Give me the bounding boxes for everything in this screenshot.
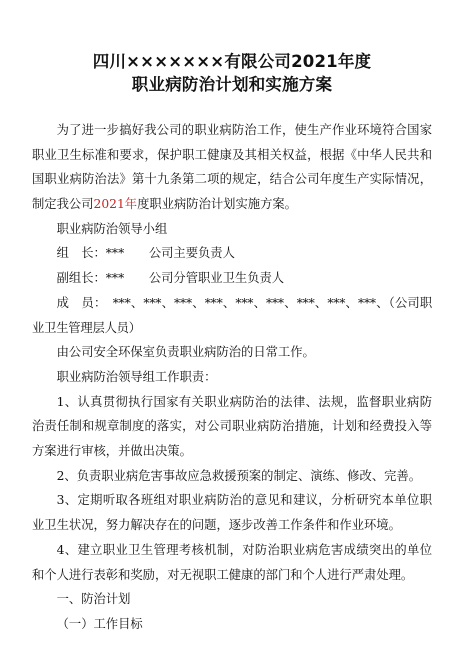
- office-note: 由公司安全环保室负责职业病防治的日常工作。: [56, 345, 315, 360]
- document-title-line1: 四川×××××××有限公司2021年度: [92, 52, 372, 71]
- duty-item: 1、认真贯彻执行国家有关职业病防治的法律、法规，监督职业病防治责任制和规章制度的落实，对公司职业病防治措施，计划和经费投入等方案进行审核，并做出决策。: [32, 394, 432, 459]
- group-deputy: 副组长：*** 公司分管职业卫生负责人: [56, 271, 285, 286]
- duty-item: 4、建立职业卫生管理考核机制，对防治职业病危害成绩突出的单位和个人进行表彰和奖励，对无视职工健康的部门和个人进行严肃处理。: [32, 542, 432, 582]
- document-title-line2: 职业病防治计划和实施方案: [131, 75, 333, 95]
- group-leader: 组 长：*** 公司主要负责人: [56, 246, 235, 261]
- group-members: 成 员： ***、***、***、***、***、***、***、***、***、（公司职业卫生管理层人员）: [32, 295, 432, 335]
- subsection-heading: （一）工作目标: [56, 616, 143, 631]
- duty-item: 2、负责职业病危害事故应急救援预案的制定、演练、修改、完善。: [56, 468, 422, 483]
- intro-text-after: 度职业病防治计划实施方案。: [137, 196, 297, 211]
- duty-item: 3、定期听取各班组对职业病防治的意见和建议，分析研究本单位职业卫生状况，努力解决存在的问题，逐步改善工作条件和作业环境。: [32, 493, 432, 533]
- group-heading: 职业病防治领导小组: [56, 221, 168, 236]
- intro-text-before: 为了进一步搞好我公司的职业病防治工作，使生产作业环境符合国家职业卫生标准和要求，保护职工健康及其相关权益，根据《中华人民共和国职业病防治法》第十九条第二项的规定，结合公司年度生产实际情况，制定我公司: [32, 122, 432, 211]
- document-body: [32, 118, 432, 637]
- intro-year-highlight: 2021年: [93, 196, 138, 211]
- section-heading: 一、防治计划: [56, 592, 131, 607]
- intro-paragraph: [32, 118, 432, 217]
- duties-heading: 职业病防治领导组工作职责：: [56, 369, 217, 384]
